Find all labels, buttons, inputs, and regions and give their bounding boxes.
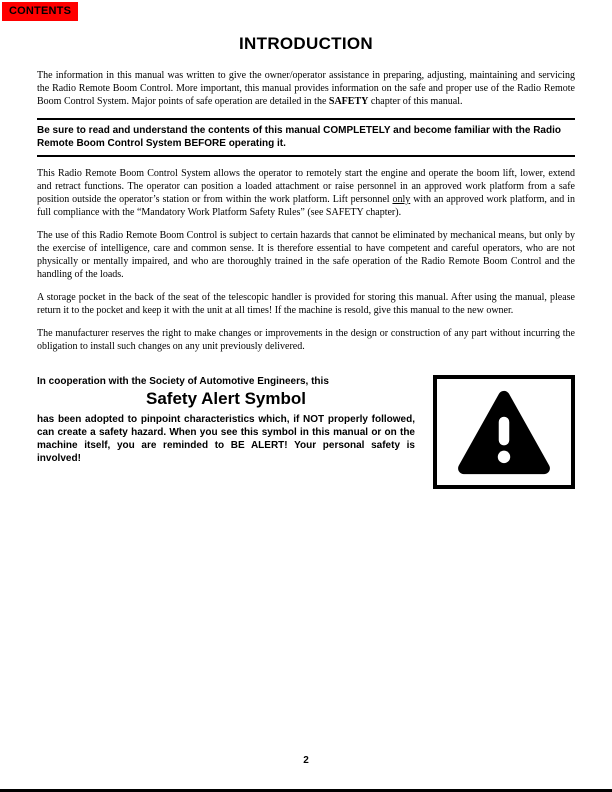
contents-link[interactable]: CONTENTS [2,2,78,21]
paragraph-1 [37,69,575,108]
paragraph-1-tail: chapter of this manual. [368,96,463,107]
paragraph-2 [37,167,575,219]
page-number: 2 [303,755,309,766]
paragraph-2-tail: with an approved work platform, and in full compliance with the “Mandatory Work Platform Safety Rules” (see SAFETY chapter). [37,194,575,218]
paragraph-1-text: The information in this manual was written to give the owner/operator assistance in preparing, adjusting, maintaining and servicing the Radio Remote Boom Control. More important, this manual provides information on the safe and proper use of the Radio Remote Boom Control System. Major points of safe operation are detailed in the [37,70,575,107]
safety-lead-line: In cooperation with the Society of Automotive Engineers, this [37,376,329,387]
read-understand-notice: Be sure to read and understand the contents of this manual COMPLETELY and become familiar with the Radio Remote Boom Control System BEFORE operating it. [37,118,575,157]
paragraph-2-text: This Radio Remote Boom Control System allows the operator to remotely start the engine and operate the boom lift, lower, extend and retract functions. The operator can position a loaded attachment or raise personnel in an approved work platform from a safe position outside the operator’s station or from within the work platform. Lift personnel [37,168,575,205]
safety-alert-heading: Safety Alert Symbol [146,389,306,408]
safety-alert-triangle-icon [456,388,552,476]
page-title: INTRODUCTION [239,34,373,53]
only-underlined: only [392,194,411,205]
safety-chapter-bold: SAFETY [328,96,369,107]
safety-alert-section [37,375,575,489]
paragraph-4: A storage pocket in the back of the seat of the telescopic handler is provided for storing this manual. After using the manual, please return it to the pocket and keep it with the unit at all times! If the machine is resold, give this manual to the new owner. [37,292,575,316]
safety-alert-symbol-box [433,375,575,489]
page-content [37,0,575,489]
paragraph-5: The manufacturer reserves the right to make changes or improvements in the design or construction of any part without incurring the obligation to install such changes on any unit previously delivered. [37,328,575,352]
paragraph-3: The use of this Radio Remote Boom Control is subject to certain hazards that cannot be eliminated by mechanical means, but only by the exercise of intelligence, care and common sense. It is therefore essential to have competent and careful operators, who are not physically or mentally impaired, and who are thoroughly trained in the safe operation of the Radio Remote Boom Control and the handling of the loads. [37,230,575,280]
safety-alert-text [37,375,415,465]
safety-alert-body: has been adopted to pinpoint characteristics which, if NOT properly followed, can create a safety hazard. When you see this symbol in this manual or on the machine itself, you are reminded to BE ALERT! Your personal safety is involved! [37,414,415,464]
